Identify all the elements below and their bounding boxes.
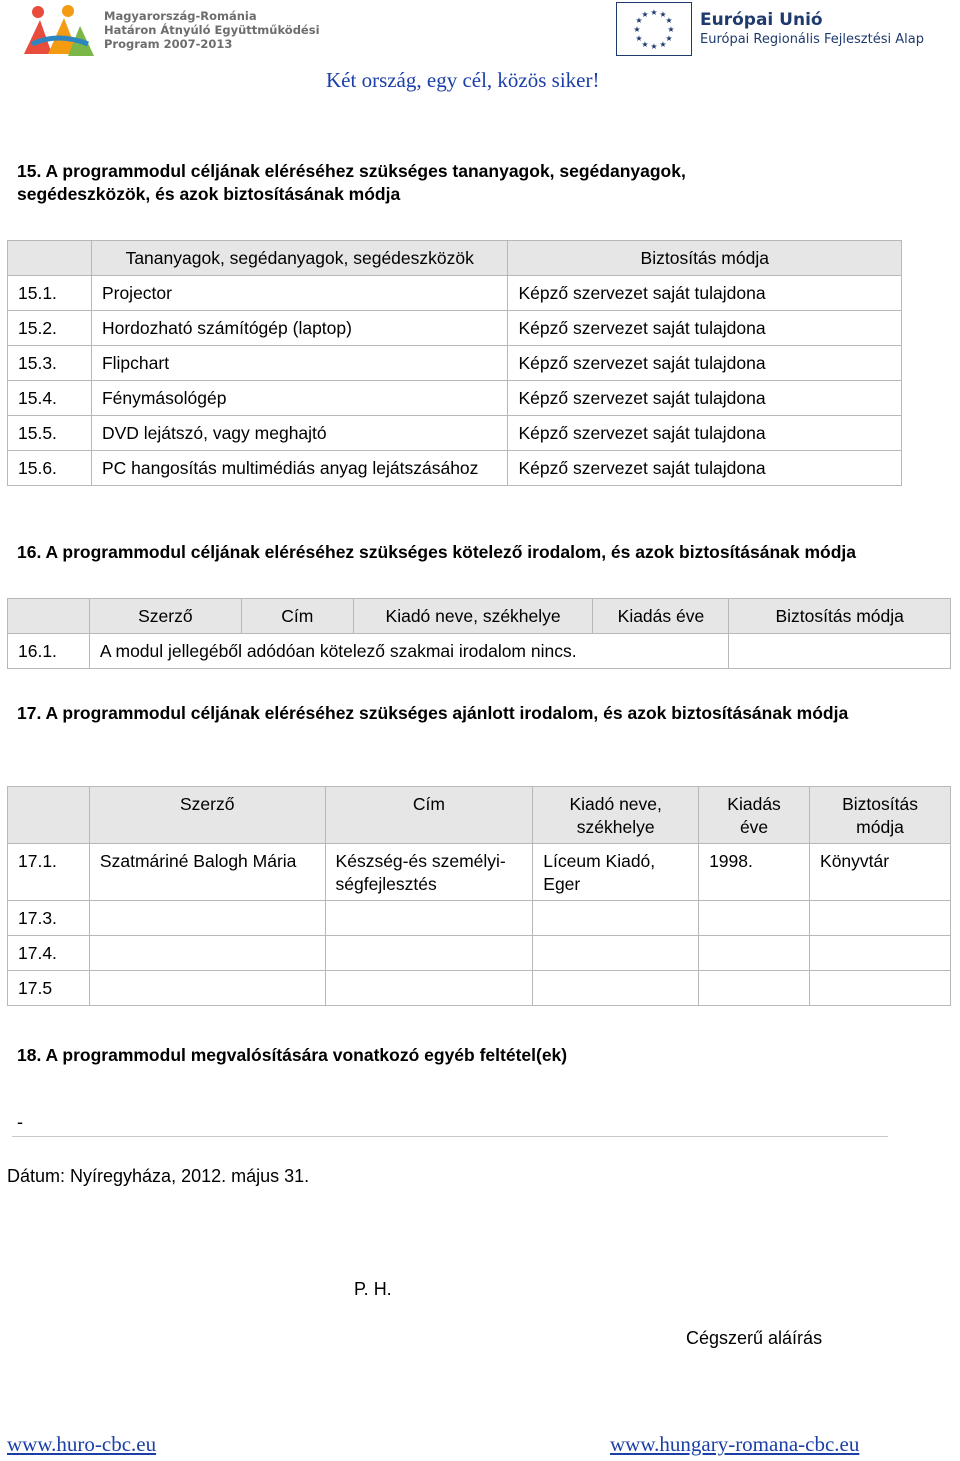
table-row xyxy=(8,634,951,669)
row-number: 16.1. xyxy=(8,634,90,669)
title-cell xyxy=(325,936,533,971)
year-cell xyxy=(699,901,810,936)
table-row xyxy=(8,971,951,1006)
svg-text:★: ★ xyxy=(633,25,641,34)
empty-cell xyxy=(729,634,951,669)
motto: Két ország, egy cél, közös siker! xyxy=(326,68,600,92)
material-cell: Fénymásológép xyxy=(91,381,508,416)
svg-text:★: ★ xyxy=(641,40,649,49)
row-number: 15.4. xyxy=(8,381,92,416)
header-cell: Biztosítás módja xyxy=(729,599,951,634)
header-cell: Kiadó neve, székhelye xyxy=(533,787,699,844)
provision-cell: Képző szervezet saját tulajdona xyxy=(508,381,902,416)
program-logo-icon xyxy=(18,4,98,58)
literature-note: A modul jellegéből adódóan kötelező szakmai irodalom nincs. xyxy=(89,634,728,669)
provision-cell xyxy=(810,936,951,971)
eu-subtitle: Európai Regionális Fejlesztési Alap xyxy=(700,32,924,47)
section-18-value: - xyxy=(17,1112,23,1132)
header-cell: Tananyagok, segédanyagok, segédeszközök xyxy=(91,241,508,276)
provision-cell: Képző szervezet saját tulajdona xyxy=(508,451,902,486)
material-cell: Hordozható számítógép (laptop) xyxy=(91,311,508,346)
author-cell xyxy=(89,936,325,971)
section-17-title: 17. A programmodul céljának eléréséhez szükséges ajánlott irodalom, és azok biztosításának módja xyxy=(17,703,849,723)
row-number: 17.3. xyxy=(8,901,90,936)
logo-line-1: Magyarország-Románia xyxy=(104,9,257,23)
provision-cell xyxy=(810,901,951,936)
svg-text:★: ★ xyxy=(635,16,643,25)
date-line: Dátum: Nyíregyháza, 2012. május 31. xyxy=(7,1166,310,1186)
material-cell: PC hangosítás multimédiás anyag lejátszásához xyxy=(91,451,508,486)
provision-cell: Képző szervezet saját tulajdona xyxy=(508,276,902,311)
header-cell-empty xyxy=(8,241,92,276)
svg-text:★: ★ xyxy=(665,16,673,25)
row-number: 17.4. xyxy=(8,936,90,971)
table-row xyxy=(8,381,902,416)
row-number: 15.1. xyxy=(8,276,92,311)
provision-cell: Képző szervezet saját tulajdona xyxy=(508,416,902,451)
header-cell-empty xyxy=(8,787,90,844)
row-number: 15.5. xyxy=(8,416,92,451)
svg-text:★: ★ xyxy=(667,25,675,34)
section-16-title: 16. A programmodul céljának eléréséhez szükséges kötelező irodalom, és azok biztosításának módja xyxy=(17,542,857,562)
author-cell xyxy=(89,901,325,936)
row-number: 15.2. xyxy=(8,311,92,346)
eu-title: Európai Unió xyxy=(700,10,823,30)
header-cell: Szerző xyxy=(89,599,241,634)
header-cell: Biztosítás módja xyxy=(508,241,902,276)
table-row xyxy=(8,844,951,901)
table-row xyxy=(8,346,902,381)
eu-stars-icon xyxy=(617,3,691,55)
table-row xyxy=(8,311,902,346)
year-cell: 1998. xyxy=(699,844,810,901)
footer-link-left[interactable]: www.huro-cbc.eu xyxy=(7,1432,157,1456)
table-row xyxy=(8,901,951,936)
header-cell: Kiadás éve xyxy=(593,599,729,634)
svg-text:★: ★ xyxy=(650,42,658,51)
provision-cell: Képző szervezet saját tulajdona xyxy=(508,311,902,346)
svg-text:★: ★ xyxy=(641,10,649,19)
program-logo-text xyxy=(104,9,320,51)
year-cell xyxy=(699,936,810,971)
table-header-row xyxy=(8,241,902,276)
section-15-title-line-1: 15. A programmodul céljának eléréséhez szükséges tananyagok, segédanyagok, xyxy=(17,161,686,181)
year-cell xyxy=(699,971,810,1006)
row-number: 15.3. xyxy=(8,346,92,381)
title-cell: Készség-és személyi-ségfejlesztés xyxy=(325,844,533,901)
mandatory-literature-table xyxy=(7,598,951,669)
section-15-title-line-2: segédeszközök, és azok biztosításának módja xyxy=(17,184,401,204)
table-row xyxy=(8,451,902,486)
logo-line-2: Határon Átnyúló Együttműködési xyxy=(104,23,320,37)
row-number: 15.6. xyxy=(8,451,92,486)
recommended-literature-table xyxy=(7,786,951,1006)
author-cell: Szatmáriné Balogh Mária xyxy=(89,844,325,901)
row-number: 17.5 xyxy=(8,971,90,1006)
svg-text:★: ★ xyxy=(659,40,667,49)
publisher-cell xyxy=(533,936,699,971)
footer-link-right[interactable]: www.hungary-romana-cbc.eu xyxy=(610,1432,860,1456)
section-18-title: 18. A programmodul megvalósítására vonatkozó egyéb feltétel(ek) xyxy=(17,1045,568,1065)
header-cell: Cím xyxy=(325,787,533,844)
table-row xyxy=(8,936,951,971)
materials-table xyxy=(7,240,902,486)
logo-line-3: Program 2007-2013 xyxy=(104,37,233,51)
table-row xyxy=(8,276,902,311)
program-logo xyxy=(18,4,98,58)
publisher-cell xyxy=(533,971,699,1006)
title-cell xyxy=(325,901,533,936)
row-number: 17.1. xyxy=(8,844,90,901)
material-cell: Projector xyxy=(91,276,508,311)
signature-label: Cégszerű aláírás xyxy=(686,1328,823,1348)
header-cell-empty xyxy=(8,599,90,634)
material-cell: DVD lejátszó, vagy meghajtó xyxy=(91,416,508,451)
provision-cell: Képző szervezet saját tulajdona xyxy=(508,346,902,381)
divider xyxy=(12,1136,888,1137)
svg-text:★: ★ xyxy=(635,34,643,43)
material-cell: Flipchart xyxy=(91,346,508,381)
section-15-title xyxy=(17,160,686,206)
header-cell: Kiadás éve xyxy=(699,787,810,844)
header-cell: Cím xyxy=(241,599,353,634)
title-cell xyxy=(325,971,533,1006)
table-header-row xyxy=(8,599,951,634)
provision-cell: Könyvtár xyxy=(810,844,951,901)
header-cell: Kiadó neve, székhelye xyxy=(353,599,593,634)
svg-text:★: ★ xyxy=(650,8,658,17)
table-row xyxy=(8,416,902,451)
eu-flag xyxy=(616,2,692,56)
publisher-cell: Líceum Kiadó, Eger xyxy=(533,844,699,901)
header-cell: Szerző xyxy=(89,787,325,844)
author-cell xyxy=(89,971,325,1006)
stamp-placeholder: P. H. xyxy=(354,1279,392,1299)
svg-text:★: ★ xyxy=(659,10,667,19)
svg-text:★: ★ xyxy=(665,34,673,43)
publisher-cell xyxy=(533,901,699,936)
header-cell: Biztosítás módja xyxy=(810,787,951,844)
provision-cell xyxy=(810,971,951,1006)
table-header-row xyxy=(8,787,951,844)
